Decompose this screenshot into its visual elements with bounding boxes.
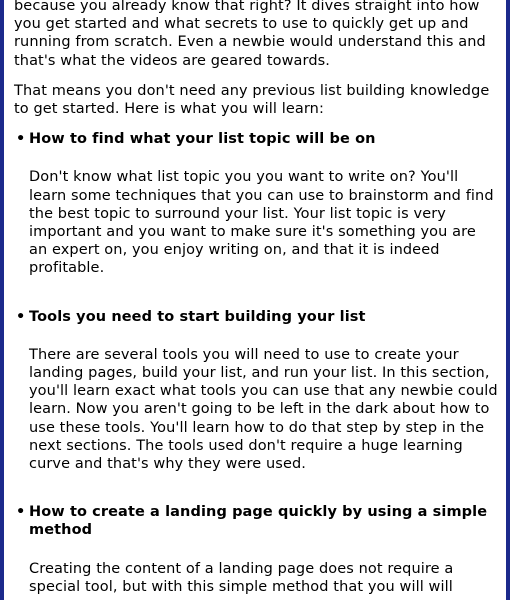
page-border-left bbox=[0, 0, 4, 600]
list-item-body: Creating the content of a landing page does not require a special tool, but with this simple method that you will will bbox=[29, 560, 454, 595]
list-item-title: How to find what your list topic will be on bbox=[29, 131, 376, 148]
bullet-icon: • bbox=[16, 308, 26, 325]
list-item-title: How to create a landing page quickly by using a simple method bbox=[29, 504, 488, 539]
article-content bbox=[14, 0, 498, 600]
intro-paragraph: because you already know that right? It dives straight into how you get started and what secrets to use to quickly get up and running from scratch. Even a newbie would understand this and that's what the videos are geared towards. bbox=[14, 0, 486, 69]
intro-paragraph: That means you don't need any previous list building knowledge to get started. Here is what you will learn: bbox=[14, 82, 490, 118]
list-item-title: Tools you need to start building your list bbox=[29, 308, 366, 325]
bullet-icon: • bbox=[16, 504, 26, 521]
page-border-right bbox=[506, 0, 510, 600]
bullet-icon: • bbox=[16, 131, 26, 148]
list-item-body: Don't know what list topic you you want to write on? You'll learn some techniques that you can use to brainstorm and find the best topic to surround your list. Your list topic is very important and you want to make sure it's something you are an expert on, you enjoy writing on, and that it is indeed profitable. bbox=[29, 169, 494, 277]
learning-list bbox=[14, 130, 498, 596]
list-item bbox=[14, 130, 498, 277]
list-item bbox=[14, 503, 498, 596]
list-item bbox=[14, 308, 498, 474]
list-item-body: There are several tools you will need to use to create your landing pages, build your list, and run your list. In this section, you'll learn exact what tools you can use that any newbie could learn. Now you aren't going to be left in the dark about how to use these tools. You'll learn how to do that step by step in the next sections. The tools used don't require a huge learning curve and that's why they were used. bbox=[29, 346, 498, 473]
